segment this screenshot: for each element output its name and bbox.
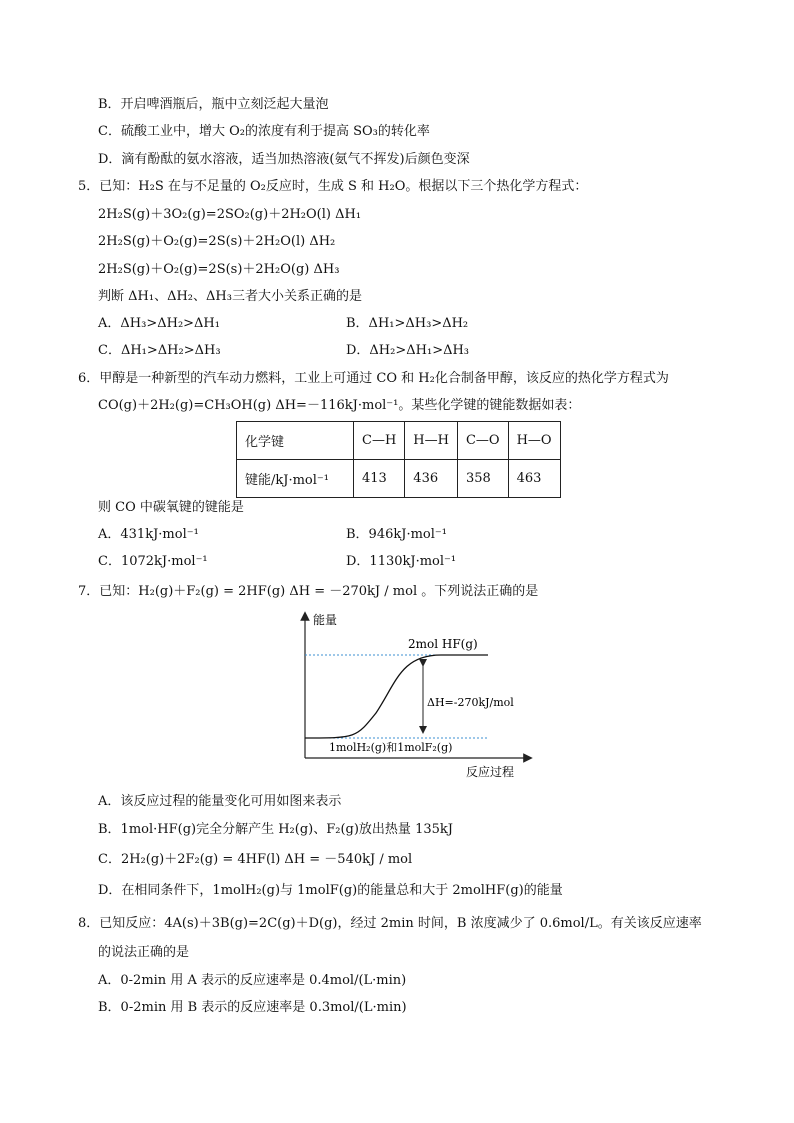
q8-stem: 8．已知反应：4A(s)＋3B(g)=2C(g)＋D(g)，经过 2min 时间，B 浓度减少了 0.6mol/L。有关该反应速率 xyxy=(78,916,702,931)
q7-option-d: D．在相同条件下，1molH₂(g)与 1molF(g)的能量总和大于 2molHF(g)的能量 xyxy=(98,883,563,898)
q4-option-d: D．滴有酚酞的氨水溶液，适当加热溶液(氨气不挥发)后颜色变深 xyxy=(98,152,470,167)
reactant-label: 1molH₂(g)和1molF₂(g) xyxy=(329,741,453,754)
q4-option-c: C．硫酸工业中，增大 O₂的浓度有利于提高 SO₃的转化率 xyxy=(98,124,430,139)
q7-option-a: A．该反应过程的能量变化可用如图来表示 xyxy=(98,794,342,809)
table-cell: H—H xyxy=(405,422,458,460)
q8-option-b: B．0-2min 用 B 表示的反应速率是 0.3mol/(L·min) xyxy=(98,1000,407,1015)
q5-question: 判断 ΔH₁、ΔH₂、ΔH₃三者大小关系正确的是 xyxy=(98,289,362,304)
table-cell: 463 xyxy=(508,460,560,498)
q6-option-c: C．1072kJ·mol⁻¹ xyxy=(98,554,208,569)
q5-option-c: C．ΔH₁>ΔH₂>ΔH₃ xyxy=(98,343,221,358)
table-cell: 436 xyxy=(405,460,458,498)
table-cell: 化学键 xyxy=(237,422,354,460)
table-cell: C—O xyxy=(457,422,508,460)
q4-option-b: B．开启啤酒瓶后，瓶中立刻泛起大量泡 xyxy=(98,97,329,112)
energy-diagram xyxy=(296,608,536,783)
q5-option-b: B．ΔH₁>ΔH₃>ΔH₂ xyxy=(346,316,469,331)
x-axis-label: 反应过程 xyxy=(466,765,515,779)
table-cell: C—H xyxy=(354,422,405,460)
q8-stem-cont: 的说法正确的是 xyxy=(98,945,190,960)
q7-option-b: B．1mol·HF(g)完全分解产生 H₂(g)、F₂(g)放出热量 135kJ xyxy=(98,822,453,837)
q6-equation: CO(g)＋2H₂(g)=CH₃OH(g) ΔH=－116kJ·mol⁻¹。某些化学键的键能数据如表： xyxy=(98,398,581,413)
table-cell: H—O xyxy=(508,422,560,460)
q5-option-a: A．ΔH₃>ΔH₂>ΔH₁ xyxy=(98,316,220,331)
q5-stem: 5．已知：H₂S 在与不足量的 O₂反应时，生成 S 和 H₂O。根据以下三个热化学方程式： xyxy=(78,179,588,194)
table-header-row xyxy=(237,422,561,460)
q6-stem: 6．甲醇是一种新型的汽车动力燃料，工业上可通过 CO 和 H₂化合制备甲醇，该反应的热化学方程式为 xyxy=(78,371,669,386)
q7-option-c: C．2H₂(g)＋2F₂(g) = 4HF(l) ΔH = －540kJ / mol xyxy=(98,852,413,867)
table-cell: 413 xyxy=(354,460,405,498)
q5-equation-3: 2H₂S(g)＋O₂(g)=2S(s)＋2H₂O(g) ΔH₃ xyxy=(98,262,340,277)
delta-h-label: ΔH=-270kJ/mol xyxy=(427,696,514,709)
q5-equation-2: 2H₂S(g)＋O₂(g)=2S(s)＋2H₂O(l) ΔH₂ xyxy=(98,234,336,249)
y-axis-label: 能量 xyxy=(313,613,338,627)
table-cell: 358 xyxy=(457,460,508,498)
q6-option-a: A．431kJ·mol⁻¹ xyxy=(98,527,199,542)
product-label: 2mol HF(g) xyxy=(408,637,478,651)
q7-stem: 7．已知：H₂(g)＋F₂(g) = 2HF(g) ΔH = －270kJ / mol 。下列说法正确的是 xyxy=(78,584,539,599)
q6-option-d: D．1130kJ·mol⁻¹ xyxy=(346,554,457,569)
q8-option-a: A．0-2min 用 A 表示的反应速率是 0.4mol/(L·min) xyxy=(98,973,407,988)
table-cell: 键能/kJ·mol⁻¹ xyxy=(237,460,354,498)
table-row xyxy=(237,460,561,498)
q5-option-d: D．ΔH₂>ΔH₁>ΔH₃ xyxy=(346,343,470,358)
q6-question: 则 CO 中碳氧键的键能是 xyxy=(98,500,244,515)
q5-equation-1: 2H₂S(g)＋3O₂(g)=2SO₂(g)＋2H₂O(l) ΔH₁ xyxy=(98,207,362,222)
q6-option-b: B．946kJ·mol⁻¹ xyxy=(346,527,447,542)
bond-energy-table xyxy=(236,421,561,498)
